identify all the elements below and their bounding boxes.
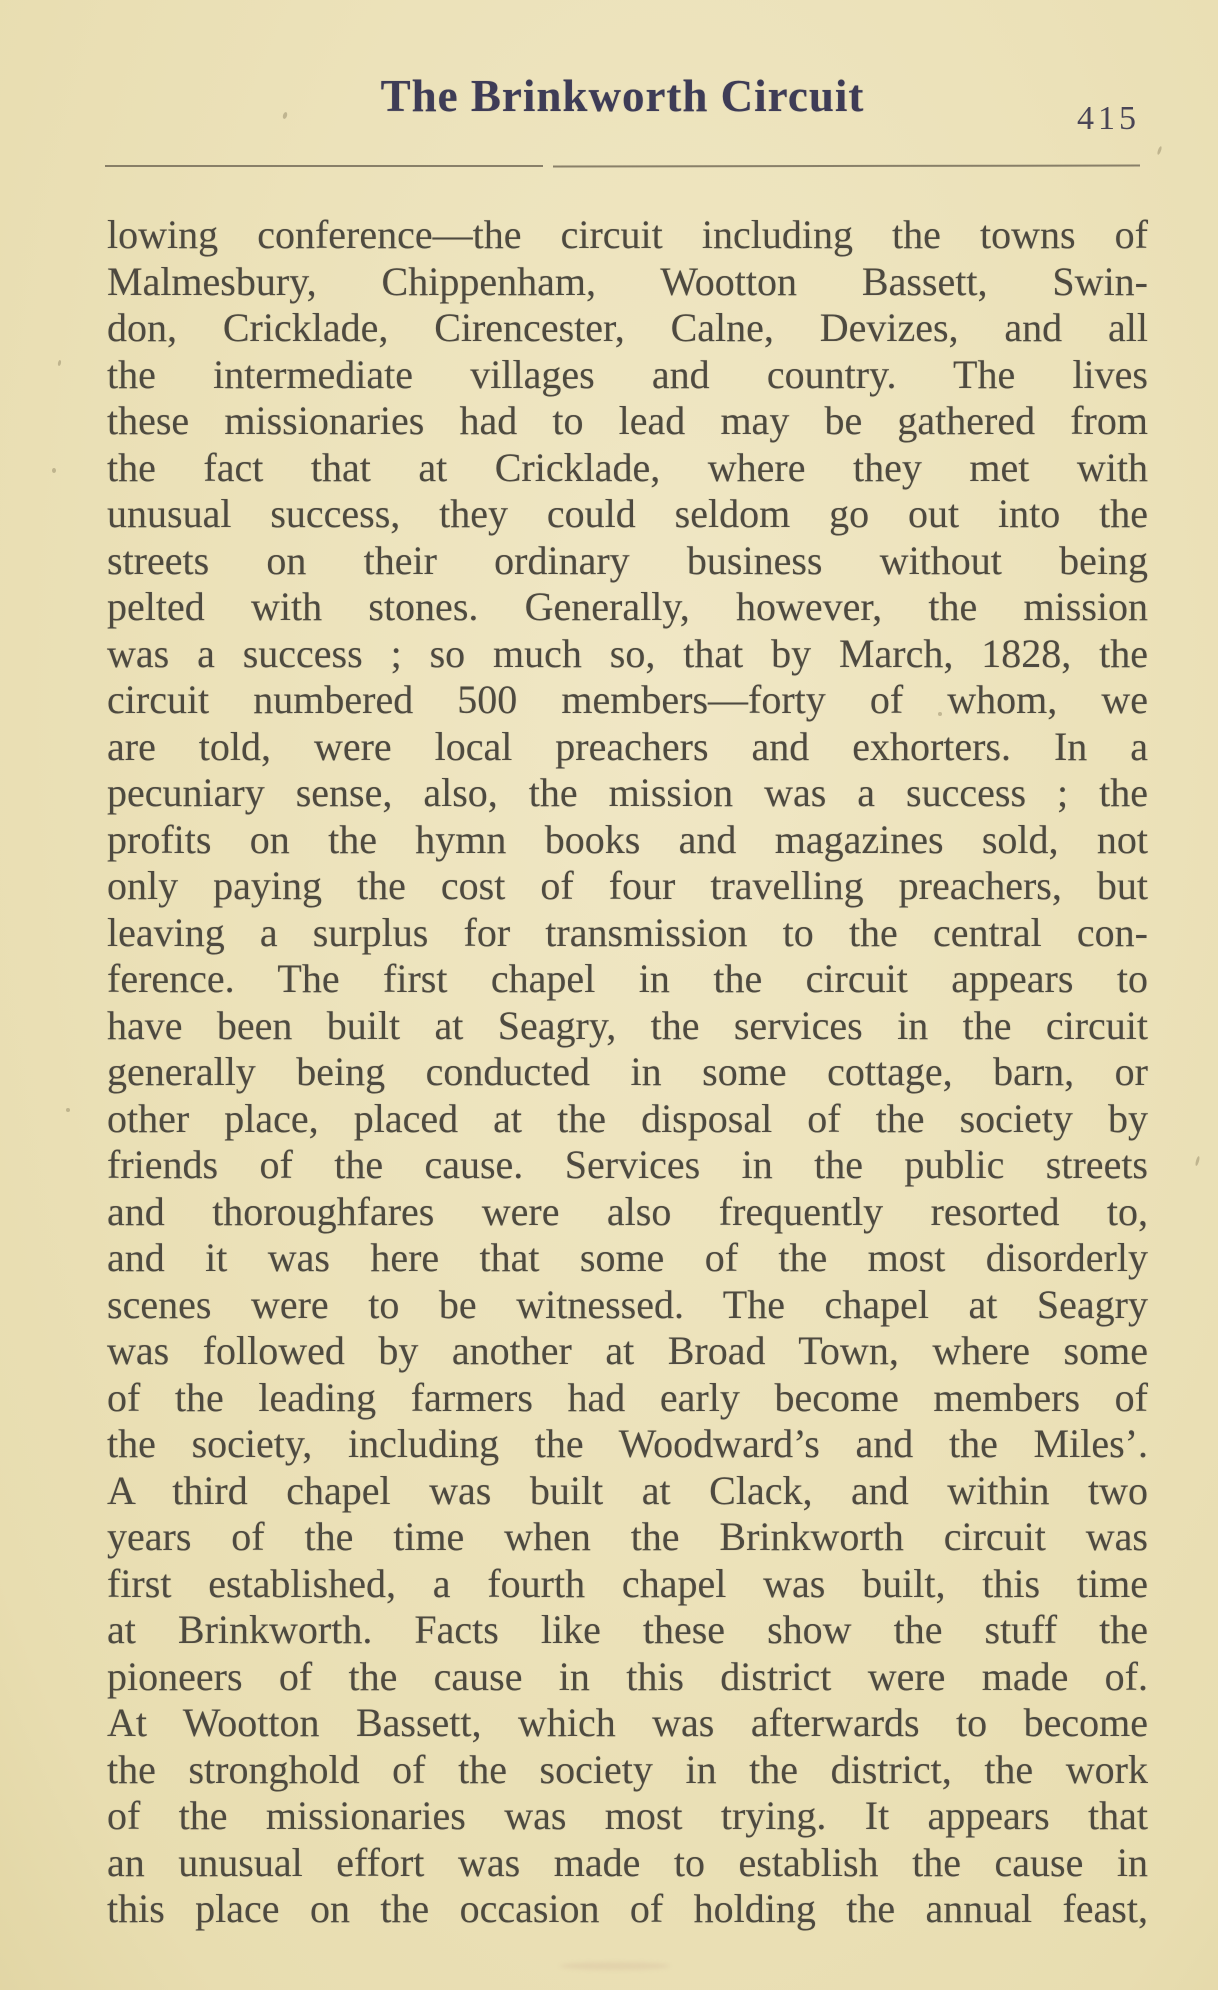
scan-speck <box>57 360 61 366</box>
scan-speck <box>1157 146 1163 155</box>
text-line: and thoroughfares were also frequently resorted to, <box>107 1188 1148 1234</box>
text-line: the stronghold of the society in the district, the work <box>107 1746 1148 1792</box>
text-line: don, Cricklade, Cirencester, Calne, Devizes, and all <box>107 305 1148 350</box>
text-line: Malmesbury, Chippenham, Wootton Bassett, Swin- <box>107 258 1148 304</box>
text-line: streets on their ordinary business without being <box>107 537 1148 583</box>
text-line: are told, were local preachers and exhorters. In a <box>107 723 1148 769</box>
running-title: The Brinkworth Circuit <box>380 71 865 121</box>
text-line: scenes were to be witnessed. The chapel at Seagry <box>107 1281 1148 1327</box>
text-line: friends of the cause. Services in the public streets <box>107 1142 1148 1187</box>
scan-speck <box>66 1108 70 1112</box>
text-line: At Wootton Bassett, which was afterwards to become <box>107 1700 1148 1745</box>
text-line: of the missionaries was most trying. It appears that <box>107 1793 1148 1838</box>
text-line: was followed by another at Broad Town, where some <box>107 1328 1148 1373</box>
text-line: pecuniary sense, also, the mission was a success ; the <box>107 770 1148 815</box>
text-line: pelted with stones. Generally, however, the mission <box>107 584 1148 629</box>
scan-speck <box>938 712 942 716</box>
text-line: years of the time when the Brinkworth circuit was <box>107 1514 1148 1559</box>
text-line: ference. The first chapel in the circuit appears to <box>107 956 1148 1001</box>
text-line: at Brinkworth. Facts like these show the stuff the <box>107 1607 1148 1652</box>
text-line: unusual success, they could seldom go out into the <box>107 491 1148 536</box>
text-line: an unusual effort was made to establish the cause in <box>107 1839 1148 1885</box>
text-line: leaving a surplus for transmission to the central con- <box>107 909 1148 955</box>
text-line: profits on the hymn books and magazines sold, not <box>107 816 1148 862</box>
text-line: only paying the cost of four travelling preachers, but <box>107 863 1148 908</box>
text-line: pioneers of the cause in this district were made of. <box>107 1653 1148 1699</box>
text-line: the intermediate villages and country. The lives <box>107 351 1148 397</box>
text-line: the fact that at Cricklade, where they met with <box>107 444 1148 490</box>
page-number: 415 <box>1077 100 1140 137</box>
text-line: other place, placed at the disposal of the society by <box>107 1095 1148 1141</box>
text-line: A third chapel was built at Clack, and within two <box>107 1467 1148 1513</box>
text-line: lowing conference—the circuit including the towns of <box>107 212 1148 257</box>
text-line: have been built at Seagry, the services in the circuit <box>107 1002 1148 1048</box>
text-line: this place on the occasion of holding the annual feast, <box>107 1886 1148 1931</box>
text-line: of the leading farmers had early become members of <box>107 1374 1148 1420</box>
body-text <box>107 212 1148 1933</box>
text-line: the society, including the Woodward’s and the Miles’. <box>107 1421 1148 1466</box>
text-line: generally being conducted in some cottage, barn, or <box>107 1049 1148 1094</box>
header-rule-left-segment <box>105 165 543 167</box>
text-line: first established, a fourth chapel was built, this time <box>107 1560 1148 1606</box>
scan-speck <box>1195 1156 1201 1166</box>
text-line: these missionaries had to lead may be gathered from <box>107 398 1148 443</box>
header-rule-right-segment <box>553 164 1140 167</box>
text-line: circuit numbered 500 members—forty of whom, we <box>107 677 1148 722</box>
text-line: and it was here that some of the most disorderly <box>107 1235 1148 1280</box>
scan-speck <box>52 468 56 473</box>
scan-smudge <box>560 1962 670 1970</box>
text-line: was a success ; so much so, that by March, 1828, the <box>107 630 1148 676</box>
